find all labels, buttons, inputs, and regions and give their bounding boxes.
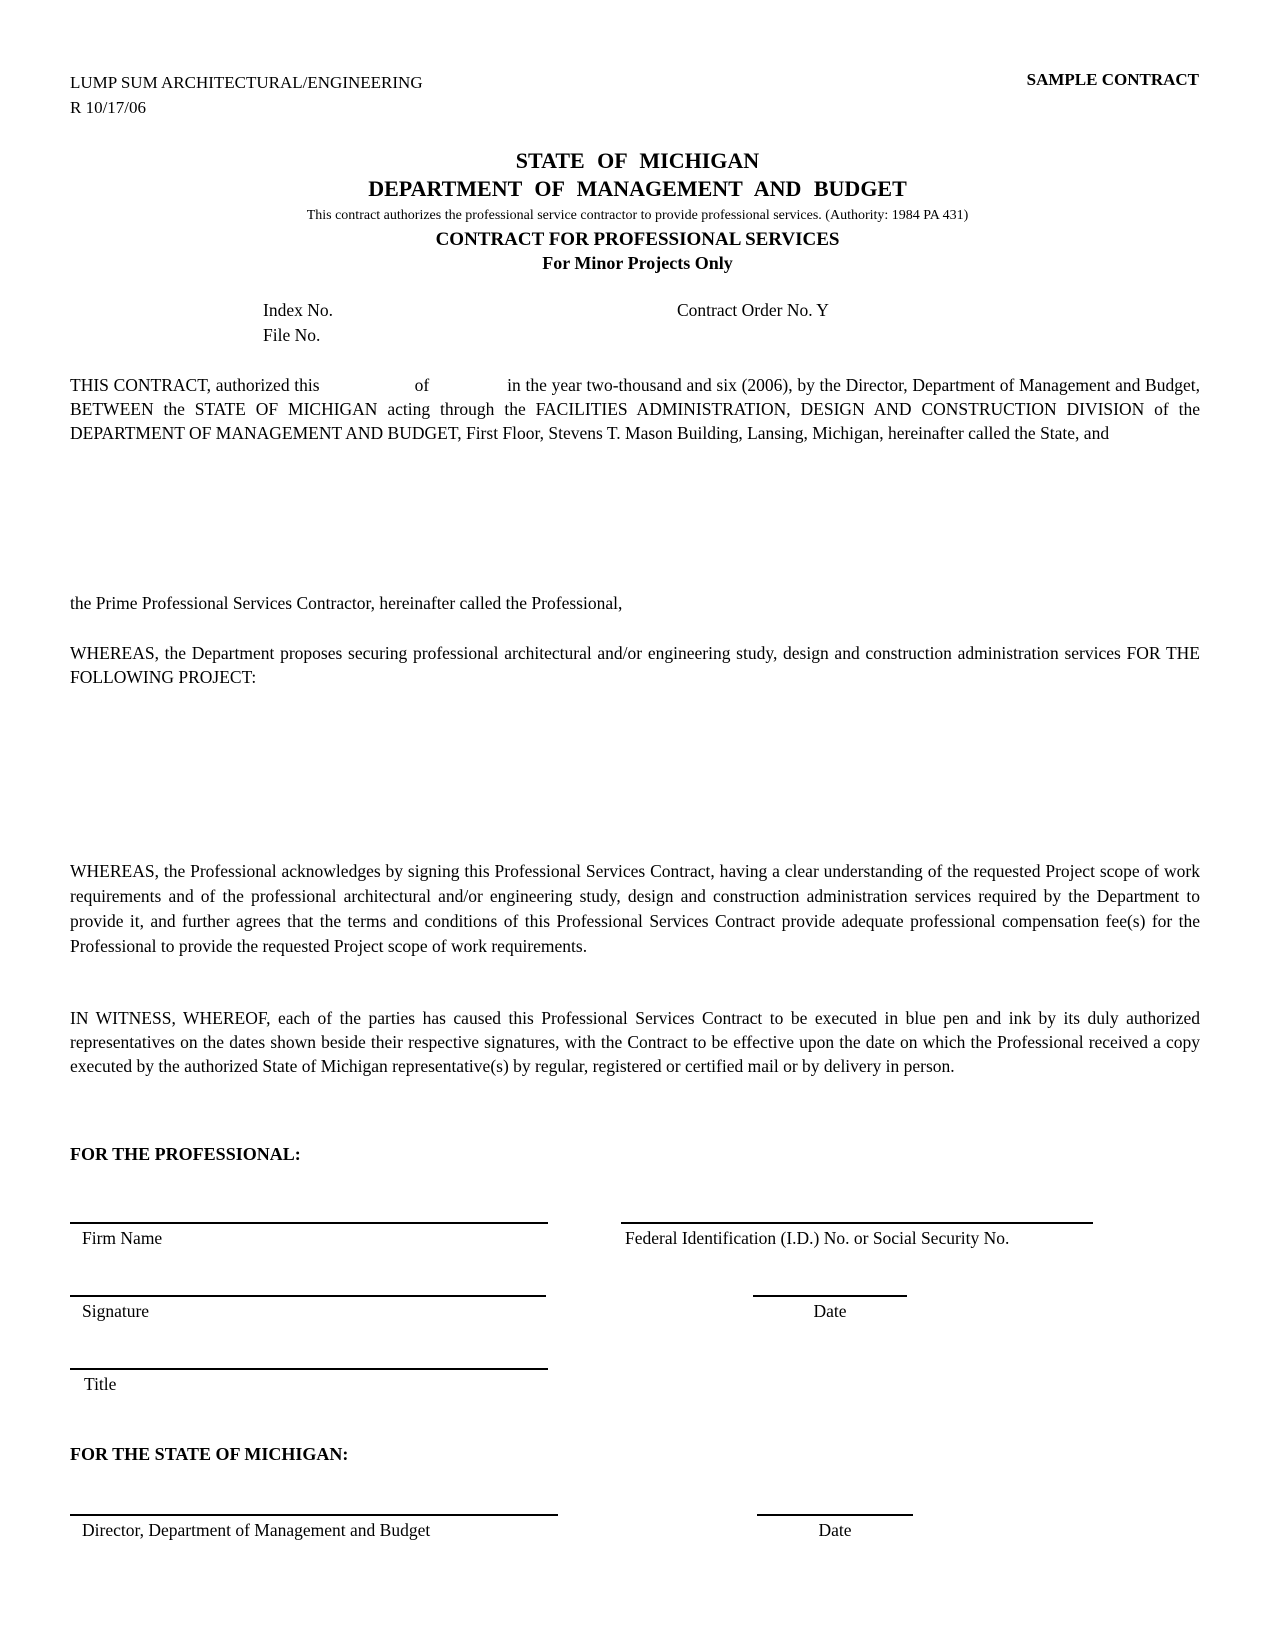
- minor-projects-subtitle: For Minor Projects Only: [542, 253, 733, 273]
- state-date-label: Date: [818, 1520, 852, 1540]
- file-no-label: File No.: [263, 325, 321, 345]
- state-title: STATE OF MICHIGAN: [515, 148, 760, 173]
- for-the-professional-heading: FOR THE PROFESSIONAL:: [70, 1144, 301, 1164]
- firm-name-label: Firm Name: [82, 1228, 163, 1248]
- month-blank: [429, 390, 507, 391]
- in-witness-paragraph: IN WITNESS, WHEREOF, each of the parties has caused this Professional Services Contract to be executed in blue pen and ink by its duly authorized representatives on the dates shown beside their respective signatures, with the Contract to be effective upon the date on which the Professional received a copy executed by the authorized State of Michigan representative(s) by regular, registered or certified mail or by delivery in person.: [70, 1008, 1200, 1076]
- document-type-line: LUMP SUM ARCHITECTURAL/ENGINEERING: [70, 73, 423, 92]
- title-block: [0, 147, 1275, 276]
- document-type-header: [70, 70, 423, 120]
- authorization-rest-text: in the year two-thousand and six (2006), by the Director, Department of Management and Budget, BETWEEN the STATE OF MICHIGAN acting through the FACILITIES ADMINISTRATION, DESIGN AND CONSTRUCTION DIVISION of the DEPARTMENT OF MANAGEMENT AND BUDGET, First Floor, Stevens T. Mason Building, Lansing, Michigan, hereinafter called the State, and: [70, 375, 1200, 443]
- revision-date-line: R 10/17/06: [70, 98, 147, 117]
- authorization-paragraph: [70, 373, 1200, 445]
- index-no-label: Index No.: [263, 300, 333, 320]
- professional-date-label: Date: [813, 1301, 847, 1321]
- professional-signature-label: Signature: [82, 1301, 150, 1321]
- authority-note: This contract authorizes the professional service contractor to provide professional services. (Authority: 1984 PA 431): [306, 208, 969, 223]
- fed-id-label: Federal Identification (I.D.) No. or Social Security No.: [625, 1228, 1010, 1248]
- authorization-of-text: of: [414, 375, 430, 395]
- director-signature-line: [70, 1514, 558, 1516]
- prime-contractor-line: the Prime Professional Services Contractor, hereinafter called the Professional,: [70, 593, 623, 613]
- authorization-intro-text: THIS CONTRACT, authorized this: [70, 375, 320, 395]
- title-label: Title: [84, 1374, 117, 1394]
- whereas-department-paragraph: WHEREAS, the Department proposes securing professional architectural and/or engineering study, design and construction administration services FOR THE FOLLOWING PROJECT:: [70, 643, 1200, 687]
- whereas-professional-paragraph: WHEREAS, the Professional acknowledges by signing this Professional Services Contract, having a clear understanding of the requested Project scope of work requirements and of the professional architectural and/or engineering study, design and construction administration services required by the Department to provide it, and further agrees that the terms and conditions of this Professional Services Contract provide adequate professional compensation fee(s) for the Professional to provide the requested Project scope of work requirements.: [70, 861, 1200, 956]
- state-date-line: [757, 1514, 913, 1516]
- for-the-state-heading: FOR THE STATE OF MICHIGAN:: [70, 1444, 349, 1464]
- title-line: [70, 1368, 548, 1370]
- contract-order-no-label: Contract Order No. Y: [677, 300, 829, 320]
- director-label: Director, Department of Management and Budget: [82, 1520, 431, 1540]
- sample-contract-label: SAMPLE CONTRACT: [1026, 70, 1199, 89]
- professional-signature-line: [70, 1295, 546, 1297]
- contract-title: CONTRACT FOR PROFESSIONAL SERVICES: [435, 229, 840, 250]
- professional-date-line: [753, 1295, 907, 1297]
- day-blank: [320, 390, 415, 391]
- department-title: DEPARTMENT OF MANAGEMENT AND BUDGET: [368, 176, 907, 201]
- firm-name-line: [70, 1222, 548, 1224]
- fed-id-line: [621, 1222, 1093, 1224]
